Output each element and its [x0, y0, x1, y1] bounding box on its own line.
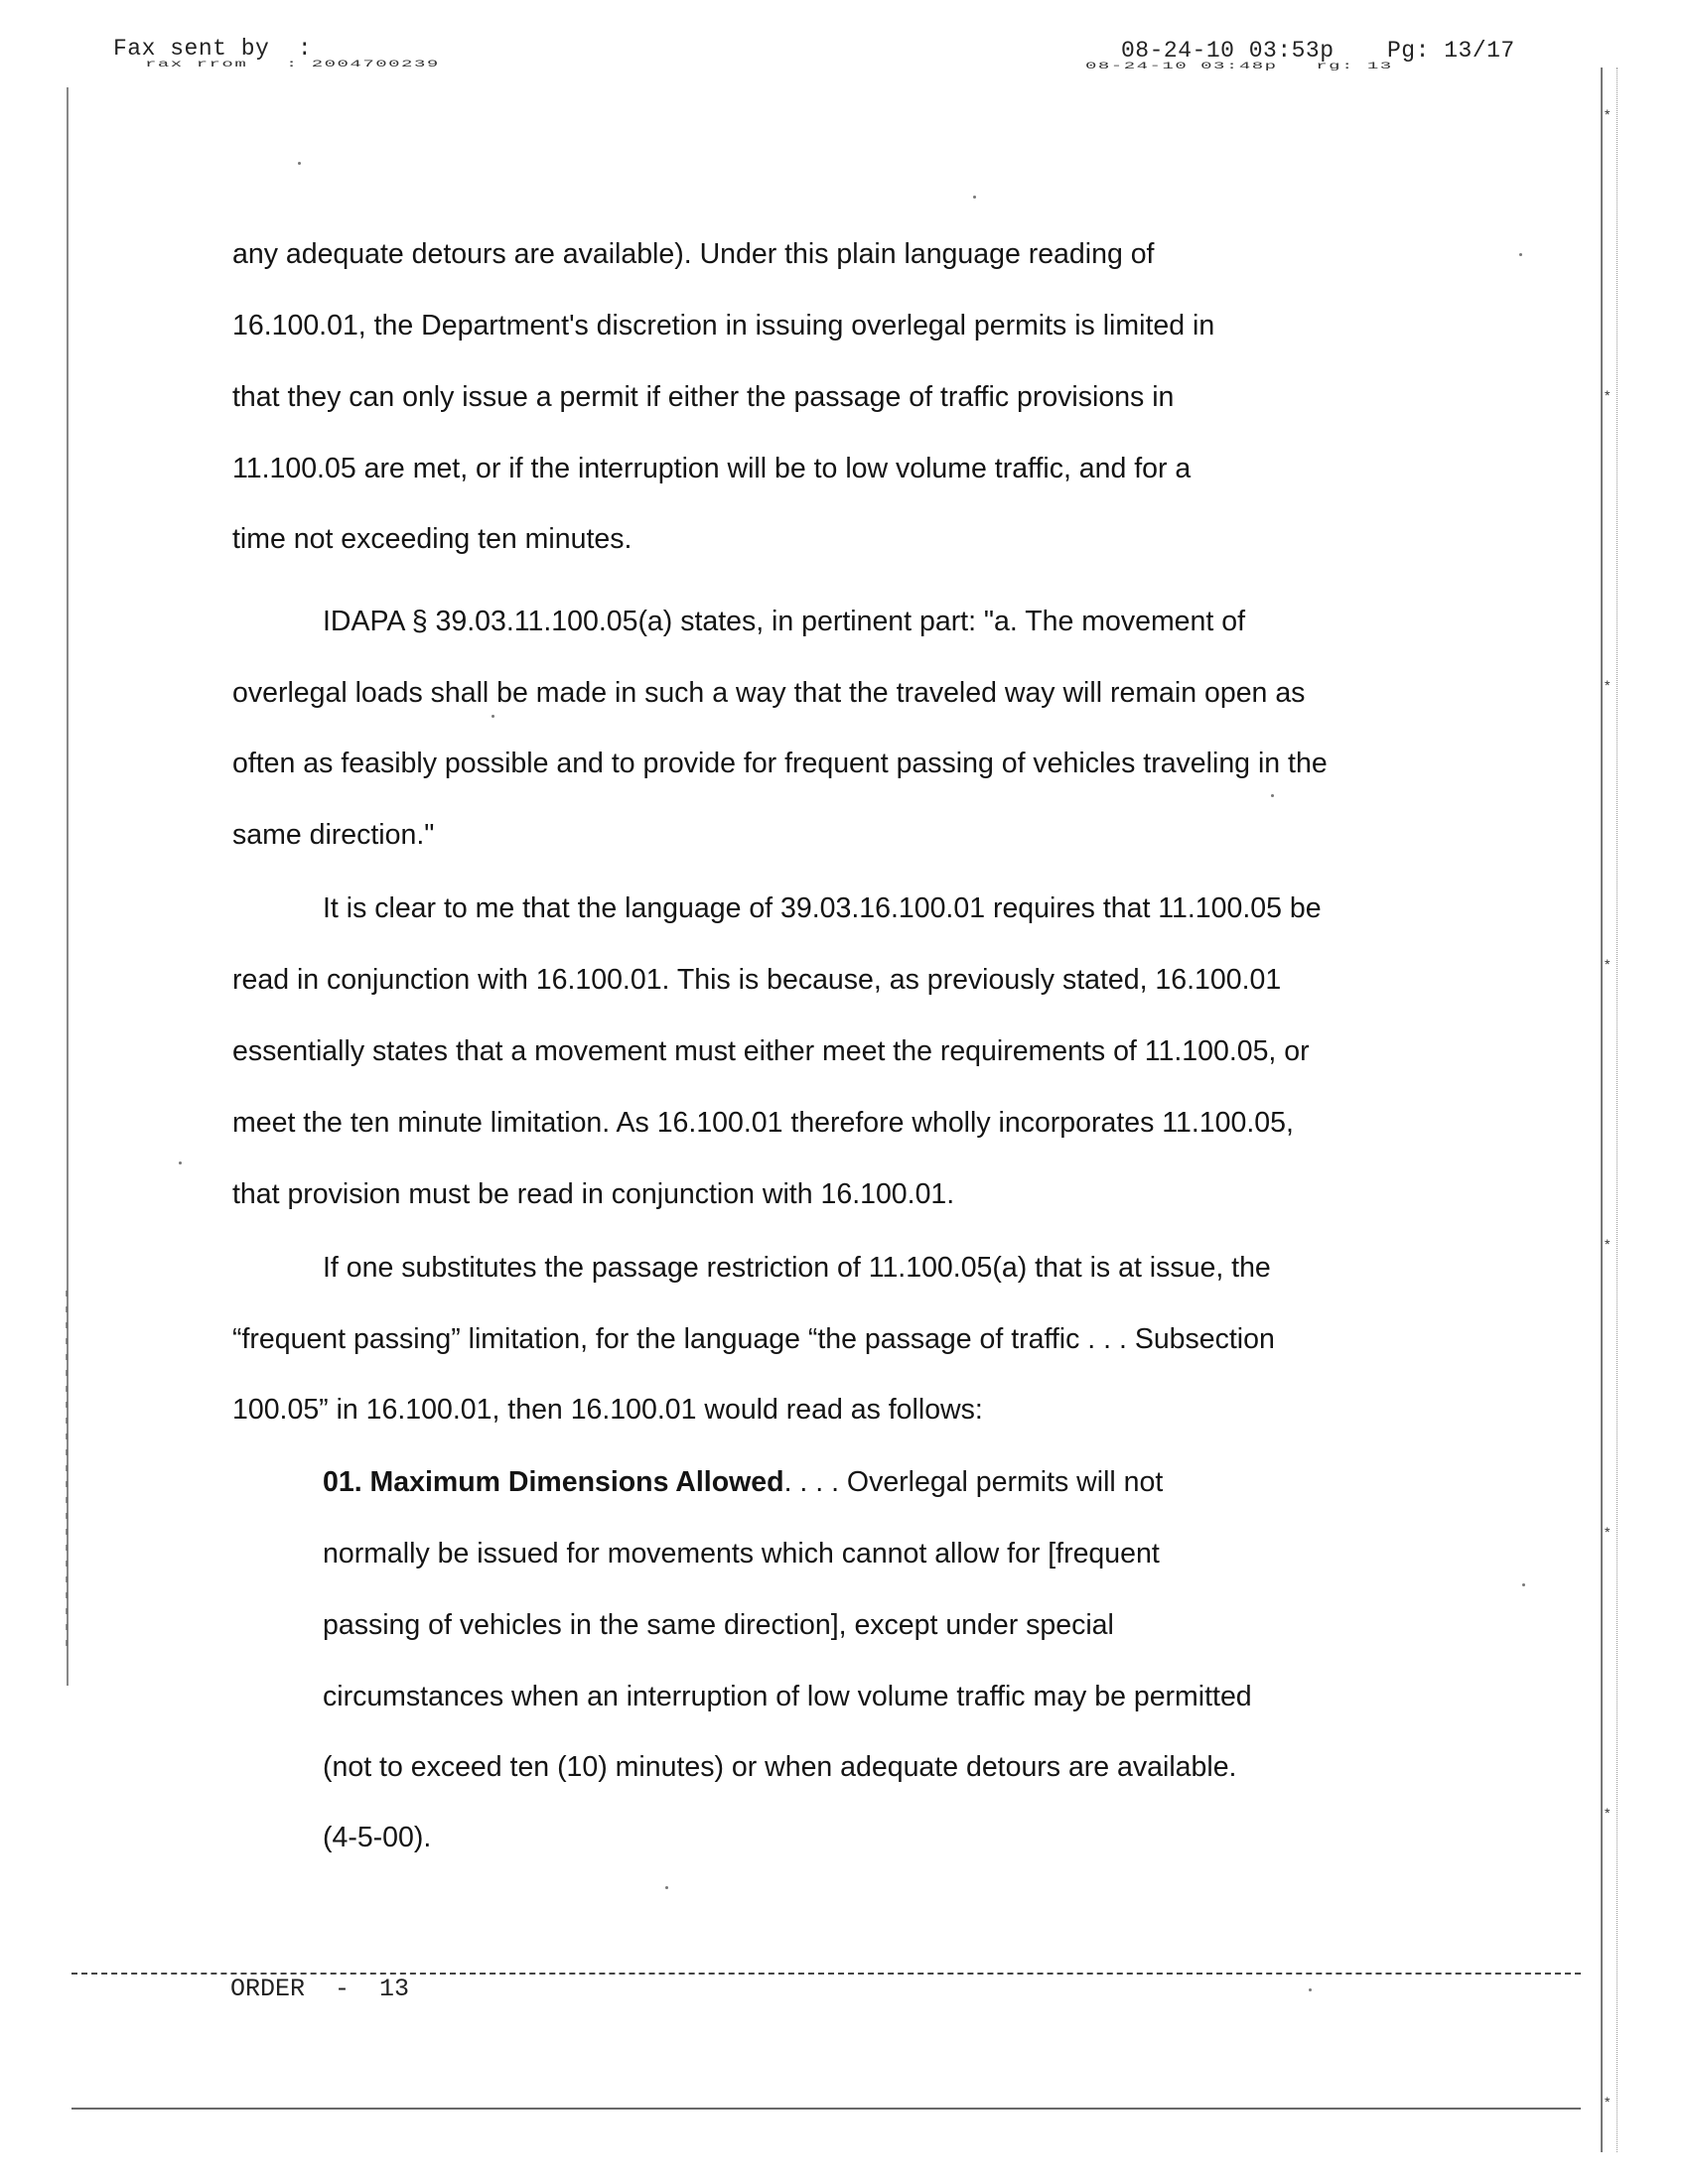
quote-line: passing of vehicles in the same direction], except under special [323, 1609, 1114, 1641]
quote-heading: 01. Maximum Dimensions Allowed [323, 1466, 784, 1498]
body-line: any adequate detours are available). Under this plain language reading of [232, 238, 1155, 270]
scan-speck [1271, 794, 1274, 797]
body-line: same direction." [232, 819, 435, 851]
quote-first-rest: . . . . Overlegal permits will not [783, 1466, 1164, 1498]
body-line: often as feasibly possible and to provide for frequent passing of vehicles traveling in the [232, 748, 1328, 779]
body-line: It is clear to me that the language of 39.03.16.100.01 requires that 11.100.05 be [323, 892, 1322, 924]
scan-mark: * [1605, 1524, 1611, 1540]
scan-mark: * [1605, 1805, 1611, 1821]
scan-mark: * [1605, 106, 1611, 122]
quote-line: circumstances when an interruption of low volume traffic may be permitted [323, 1681, 1252, 1712]
scan-speck [1522, 1583, 1525, 1586]
scan-left-dots [66, 1291, 68, 1648]
scan-mark: * [1605, 387, 1611, 403]
body-line: IDAPA § 39.03.11.100.05(a) states, in pertinent part: "a. The movement of [323, 606, 1245, 637]
body-line: 11.100.05 are met, or if the interruption will be to low volume traffic, and for a [232, 453, 1192, 484]
scan-mark: * [1605, 677, 1611, 693]
page-footer-label: ORDER - 13 [230, 1975, 410, 2003]
body-line: “frequent passing” limitation, for the language “the passage of traffic . . . Subsection [232, 1323, 1275, 1355]
quote-line: (4-5-00). [323, 1822, 432, 1853]
fax-page-count: Pg: 13/17 [1387, 38, 1515, 64]
scan-speck [298, 162, 301, 165]
body-line: that they can only issue a permit if either the passage of traffic provisions in [232, 381, 1175, 413]
fax-sent-by: Fax sent by : [113, 36, 313, 62]
quote-line [323, 1465, 1163, 1499]
quote-line: (not to exceed ten (10) minutes) or when adequate detours are available. [323, 1751, 1237, 1783]
scan-speck [179, 1161, 182, 1164]
bottom-edge-rule [71, 2108, 1581, 2110]
body-line: that provision must be read in conjunction with 16.100.01. [232, 1178, 955, 1210]
body-line: essentially states that a movement must either meet the requirements of 11.100.05, or [232, 1035, 1310, 1067]
body-line: read in conjunction with 16.100.01. This is because, as previously stated, 16.100.01 [232, 964, 1282, 996]
scan-speck [1519, 253, 1522, 256]
body-line: 16.100.01, the Department's discretion in issuing overlegal permits is limited in [232, 310, 1215, 341]
quote-line: normally be issued for movements which cannot allow for [frequent [323, 1538, 1160, 1570]
scan-mark: * [1605, 2094, 1611, 2110]
fax-timestamp: 08-24-10 03:53p [1121, 38, 1335, 64]
body-line: meet the ten minute limitation. As 16.100.01 therefore wholly incorporates 11.100.05, [232, 1107, 1294, 1139]
body-line: If one substitutes the passage restriction of 11.100.05(a) that is at issue, the [323, 1252, 1271, 1284]
scan-speck [665, 1886, 668, 1889]
scan-right-strip [1601, 68, 1618, 2152]
scan-speck [973, 196, 976, 199]
scan-mark: * [1605, 956, 1611, 972]
scan-mark: * [1605, 1236, 1611, 1252]
body-line: 100.05” in 16.100.01, then 16.100.01 would read as follows: [232, 1394, 983, 1426]
fax-from-line: rax rrom : 2004700239 [145, 58, 440, 70]
scan-speck [1309, 1988, 1312, 1991]
body-line: time not exceeding ten minutes. [232, 523, 633, 555]
scan-speck [492, 715, 494, 718]
body-line: overlegal loads shall be made in such a way that the traveled way will remain open as [232, 677, 1306, 709]
fax-receive-line: 08-24-10 03:48p rg: 13 [1085, 60, 1393, 72]
